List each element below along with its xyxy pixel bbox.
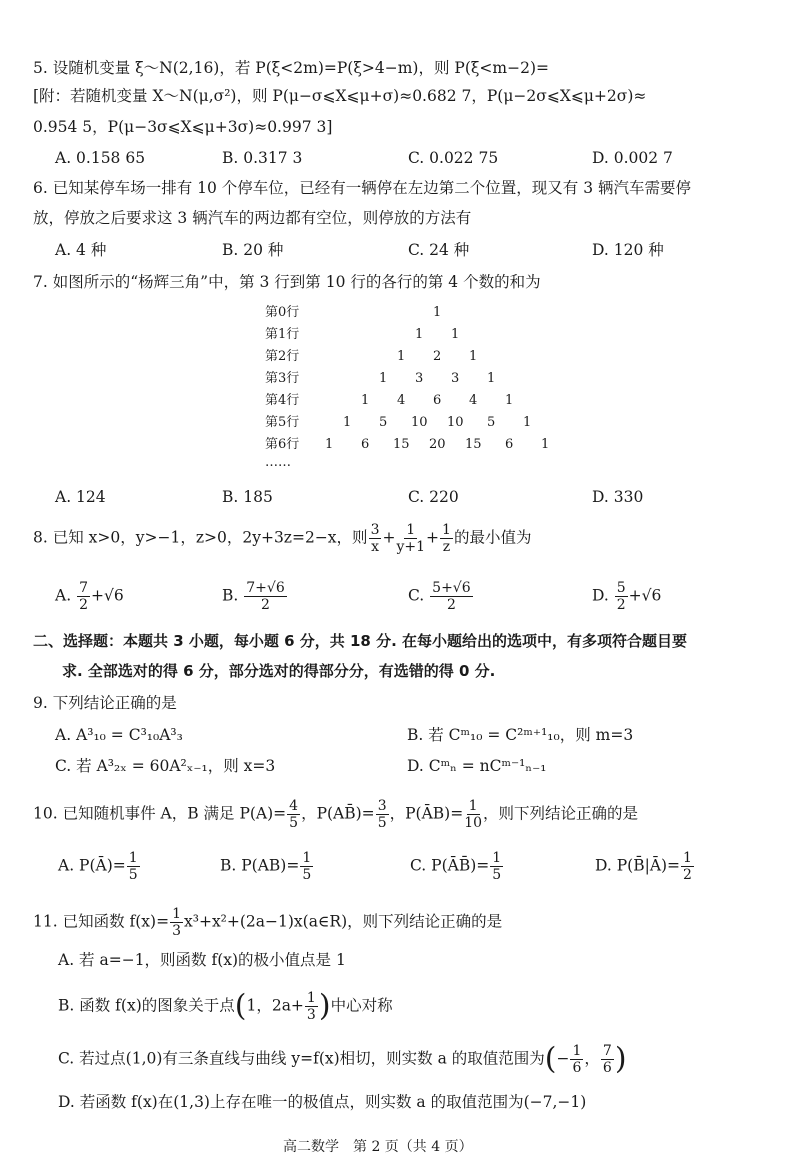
q10-option-a xyxy=(58,850,141,883)
q10-option-b xyxy=(220,850,314,883)
denominator: 5 xyxy=(128,867,138,883)
triangle-number: 1 xyxy=(523,415,532,430)
fraction xyxy=(170,906,183,939)
denominator: 5 xyxy=(492,867,502,883)
triangle-row-label: 第3行 xyxy=(265,371,300,386)
q6-stem-2: 放，停放之后要求这 3 辆汽车的两边都有空位，则停放的方法有 xyxy=(33,209,472,227)
fraction xyxy=(287,798,300,831)
triangle-number: 1 xyxy=(541,437,550,452)
triangle-row-label: 第5行 xyxy=(265,415,300,430)
triangle-number: 1 xyxy=(415,327,424,342)
q5-option-b: B. 0.317 3 xyxy=(222,149,303,167)
denominator: 5 xyxy=(377,815,387,831)
q8-option-a xyxy=(55,580,124,613)
denominator: 10 xyxy=(464,815,483,831)
triangle-number: 6 xyxy=(505,437,514,452)
q7-option-d: D. 330 xyxy=(592,488,644,506)
q5-note-2: 0.954 5，P(μ−3σ⩽X⩽μ+3σ)≈0.997 3] xyxy=(33,118,333,136)
q10-option-c xyxy=(410,850,504,883)
q9-stem: 9. 下列结论正确的是 xyxy=(33,694,177,712)
denominator: 6 xyxy=(572,1060,582,1076)
triangle-number: 1 xyxy=(397,349,406,364)
triangle-number: 1 xyxy=(379,371,388,386)
q8-option-b xyxy=(222,580,288,613)
numerator: 1 xyxy=(172,906,181,922)
page-footer: 高二数学 第 2 页（共 4 页） xyxy=(283,1139,473,1155)
numerator: 5 xyxy=(616,580,626,596)
triangle-number: 1 xyxy=(451,327,460,342)
numerator: 7 xyxy=(79,580,88,596)
triangle-number: 5 xyxy=(487,415,496,430)
fraction xyxy=(127,850,140,883)
q11-option-c: C. 若过点(1,0)有三条直线与曲线 y=f(x)相切，则实数 a 的取值范围为(− $\frac{1}{6}$ ， $\frac{7}{6}$ ) xyxy=(58,1041,627,1077)
triangle-number: 6 xyxy=(433,393,442,408)
q9-option-c: C. 若 A³₂ₓ = 60A²ₓ₋₁，则 x=3 xyxy=(55,757,276,775)
q7-option-b: B. 185 xyxy=(222,488,273,506)
triangle-number: 4 xyxy=(397,393,406,408)
triangle-row-label: 第0行 xyxy=(265,305,300,320)
option-label: D. xyxy=(592,586,609,605)
numerator: 3 xyxy=(377,798,387,814)
option-text: C. P(ĀB̄)= xyxy=(410,856,490,875)
numerator: 3 xyxy=(370,522,380,538)
fraction xyxy=(681,850,694,883)
denominator: z xyxy=(442,539,451,555)
fraction xyxy=(570,1043,583,1076)
triangle-number: 1 xyxy=(433,305,442,320)
fraction xyxy=(615,580,628,613)
denominator: 3 xyxy=(306,1007,316,1023)
numerator: 4 xyxy=(289,798,299,814)
fraction xyxy=(396,522,425,555)
triangle-number: 15 xyxy=(465,437,482,452)
q6-option-d: D. 120 种 xyxy=(592,241,664,259)
q5-option-d: D. 0.002 7 xyxy=(592,149,673,167)
stem-text: x³+x²+(2a−1)x(a∈R)，则下列结论正确的是 xyxy=(184,912,503,931)
triangle-row-label: 第4行 xyxy=(265,393,300,408)
q6-option-c: C. 24 种 xyxy=(408,241,470,259)
denominator: x xyxy=(371,539,379,555)
q11-option-a: A. 若 a=−1，则函数 f(x)的极小值点是 1 xyxy=(58,951,346,969)
stem-text: ，则下列结论正确的是 xyxy=(483,804,639,823)
numerator: 1 xyxy=(128,850,138,866)
numerator: 7+√6 xyxy=(246,580,285,596)
q5-stem: 5. 设随机变量 ξ～N(2,16)，若 P(ξ<2m)=P(ξ>4−m)，则 P(ξ<m−2)= xyxy=(33,59,549,77)
numerator: 1 xyxy=(468,798,478,814)
fraction xyxy=(244,580,286,613)
section2-heading: 二、选择题：本题共 3 小题，每小题 6 分，共 18 分. 在每小题给出的选项中，有多项符合题目要 xyxy=(33,632,688,650)
fraction xyxy=(440,522,453,555)
numerator: 1 xyxy=(306,990,316,1006)
denominator: 2 xyxy=(261,597,270,613)
numerator: 1 xyxy=(683,850,692,866)
triangle-number: 1 xyxy=(505,393,514,408)
triangle-number: 10 xyxy=(447,415,464,430)
triangle-row-label: 第1行 xyxy=(265,327,300,342)
option-text: 1，2a+ xyxy=(246,996,304,1015)
fraction xyxy=(376,798,389,831)
numerator: 1 xyxy=(302,850,312,866)
triangle-row-label: 第2行 xyxy=(265,349,300,364)
q9-option-d: D. Cᵐₙ = nCᵐ⁻¹ₙ₋₁ xyxy=(407,757,547,775)
option-label: B. xyxy=(222,586,239,605)
triangle-row-label: 第6行 xyxy=(265,437,300,452)
denominator: y+1 xyxy=(396,539,426,555)
q8-option-d xyxy=(592,580,661,613)
denominator: 5 xyxy=(289,815,299,831)
fraction xyxy=(464,798,482,831)
q8-stem-text: 8. 已知 x>0，y>−1，z>0，2y+3z=2−x，则 xyxy=(33,528,368,547)
q9-option-b: B. 若 Cᵐ₁₀ = C²ᵐ⁺¹₁₀，则 m=3 xyxy=(407,726,634,744)
q8-stem-end: 的最小值为 xyxy=(453,528,532,547)
denominator: 3 xyxy=(172,923,181,939)
q5-option-a: A. 0.158 65 xyxy=(55,149,146,167)
triangle-number: 10 xyxy=(411,415,428,430)
option-text: C. 若过点(1,0)有三条直线与曲线 y=f(x)相切，则实数 a 的取值范围为 xyxy=(58,1049,545,1068)
denominator: 5 xyxy=(302,867,312,883)
q8-stem xyxy=(33,522,531,555)
option-text: 中心对称 xyxy=(330,996,393,1015)
numerator: 7 xyxy=(602,1043,612,1059)
fraction xyxy=(601,1043,614,1076)
triangle-number: 3 xyxy=(451,371,460,386)
fraction xyxy=(77,580,90,613)
numerator: 1 xyxy=(442,522,451,538)
stem-text: 11. 已知函数 f(x)= xyxy=(33,912,170,931)
q9-option-a: A. A³₁₀ = C³₁₀A³₃ xyxy=(55,726,183,744)
minus: − xyxy=(556,1049,570,1068)
option-rest: +√6 xyxy=(628,586,662,605)
q10-stem xyxy=(33,798,638,831)
option-label: A. xyxy=(55,586,72,605)
denominator: 2 xyxy=(683,867,692,883)
q6-stem-1: 6. 已知某停车场一排有 10 个停车位，已经有一辆停在左边第二个位置，现又有 3 辆汽车需要停 xyxy=(33,179,692,197)
triangle-number: 1 xyxy=(325,437,334,452)
triangle-number: 6 xyxy=(361,437,370,452)
numerator: 5+√6 xyxy=(432,580,471,596)
triangle-number: 20 xyxy=(429,437,446,452)
denominator: 6 xyxy=(602,1060,612,1076)
fraction xyxy=(430,580,472,613)
triangle-number: 5 xyxy=(379,415,388,430)
q7-option-a: A. 124 xyxy=(55,488,106,506)
triangle-number: 3 xyxy=(415,371,424,386)
section2-instructions: 求. 全部选对的得 6 分，部分选对的得部分分，有选错的得 0 分. xyxy=(62,662,496,680)
option-text: B. P(AB)= xyxy=(220,856,300,875)
plus: + xyxy=(426,528,440,547)
triangle-number: 1 xyxy=(361,393,370,408)
option-text: D. P(B̄|Ā)= xyxy=(595,856,681,875)
q11-stem xyxy=(33,906,502,939)
numerator: 1 xyxy=(406,522,416,538)
q5-option-c: C. 0.022 75 xyxy=(408,149,499,167)
triangle-number: 1 xyxy=(469,349,478,364)
triangle-number: 1 xyxy=(487,371,496,386)
triangle-number: 4 xyxy=(469,393,478,408)
stem-text: ，P(ĀB)= xyxy=(389,804,464,823)
denominator: 2 xyxy=(616,597,626,613)
numerator: 1 xyxy=(572,1043,582,1059)
fraction xyxy=(300,850,313,883)
fraction xyxy=(369,522,382,555)
option-rest: +√6 xyxy=(90,586,124,605)
q11-option-d: D. 若函数 f(x)在(1,3)上存在唯一的极值点，则实数 a 的取值范围为(−7,−1) xyxy=(58,1093,587,1111)
plus: + xyxy=(382,528,396,547)
q5-note-1: [附：若随机变量 X～N(μ,σ²)，则 P(μ−σ⩽X⩽μ+σ)≈0.682 7，P(μ−2σ⩽X⩽μ+2σ)≈ xyxy=(33,87,647,105)
fraction xyxy=(305,990,318,1023)
q7-option-c: C. 220 xyxy=(408,488,459,506)
triangle-number: 15 xyxy=(393,437,410,452)
comma: ， xyxy=(584,1049,600,1068)
q6-option-b: B. 20 种 xyxy=(222,241,284,259)
triangle-number: 1 xyxy=(343,415,352,430)
q6-option-a: A. 4 种 xyxy=(55,241,107,259)
fraction xyxy=(490,850,503,883)
stem-text: ，P(AB̄)= xyxy=(301,804,375,823)
denominator: 2 xyxy=(446,597,456,613)
q7-stem: 7. 如图所示的“杨辉三角”中，第 3 行到第 10 行的各行的第 4 个数的和为 xyxy=(33,273,541,291)
triangle-number: 2 xyxy=(433,349,442,364)
numerator: 1 xyxy=(492,850,502,866)
q8-option-c xyxy=(408,580,474,613)
triangle-row-label: …… xyxy=(265,455,291,470)
option-text: B. 函数 f(x)的图象关于点 xyxy=(58,996,235,1015)
stem-text: 10. 已知随机事件 A，B 满足 P(A)= xyxy=(33,804,287,823)
option-text: A. P(Ā)= xyxy=(58,856,126,875)
q11-option-b: B. 函数 f(x)的图象关于点(1，2a+ $\frac{1}{3}$ )中心对称 xyxy=(58,988,393,1024)
option-label: C. xyxy=(408,586,425,605)
q10-option-d xyxy=(595,850,695,883)
denominator: 2 xyxy=(79,597,88,613)
